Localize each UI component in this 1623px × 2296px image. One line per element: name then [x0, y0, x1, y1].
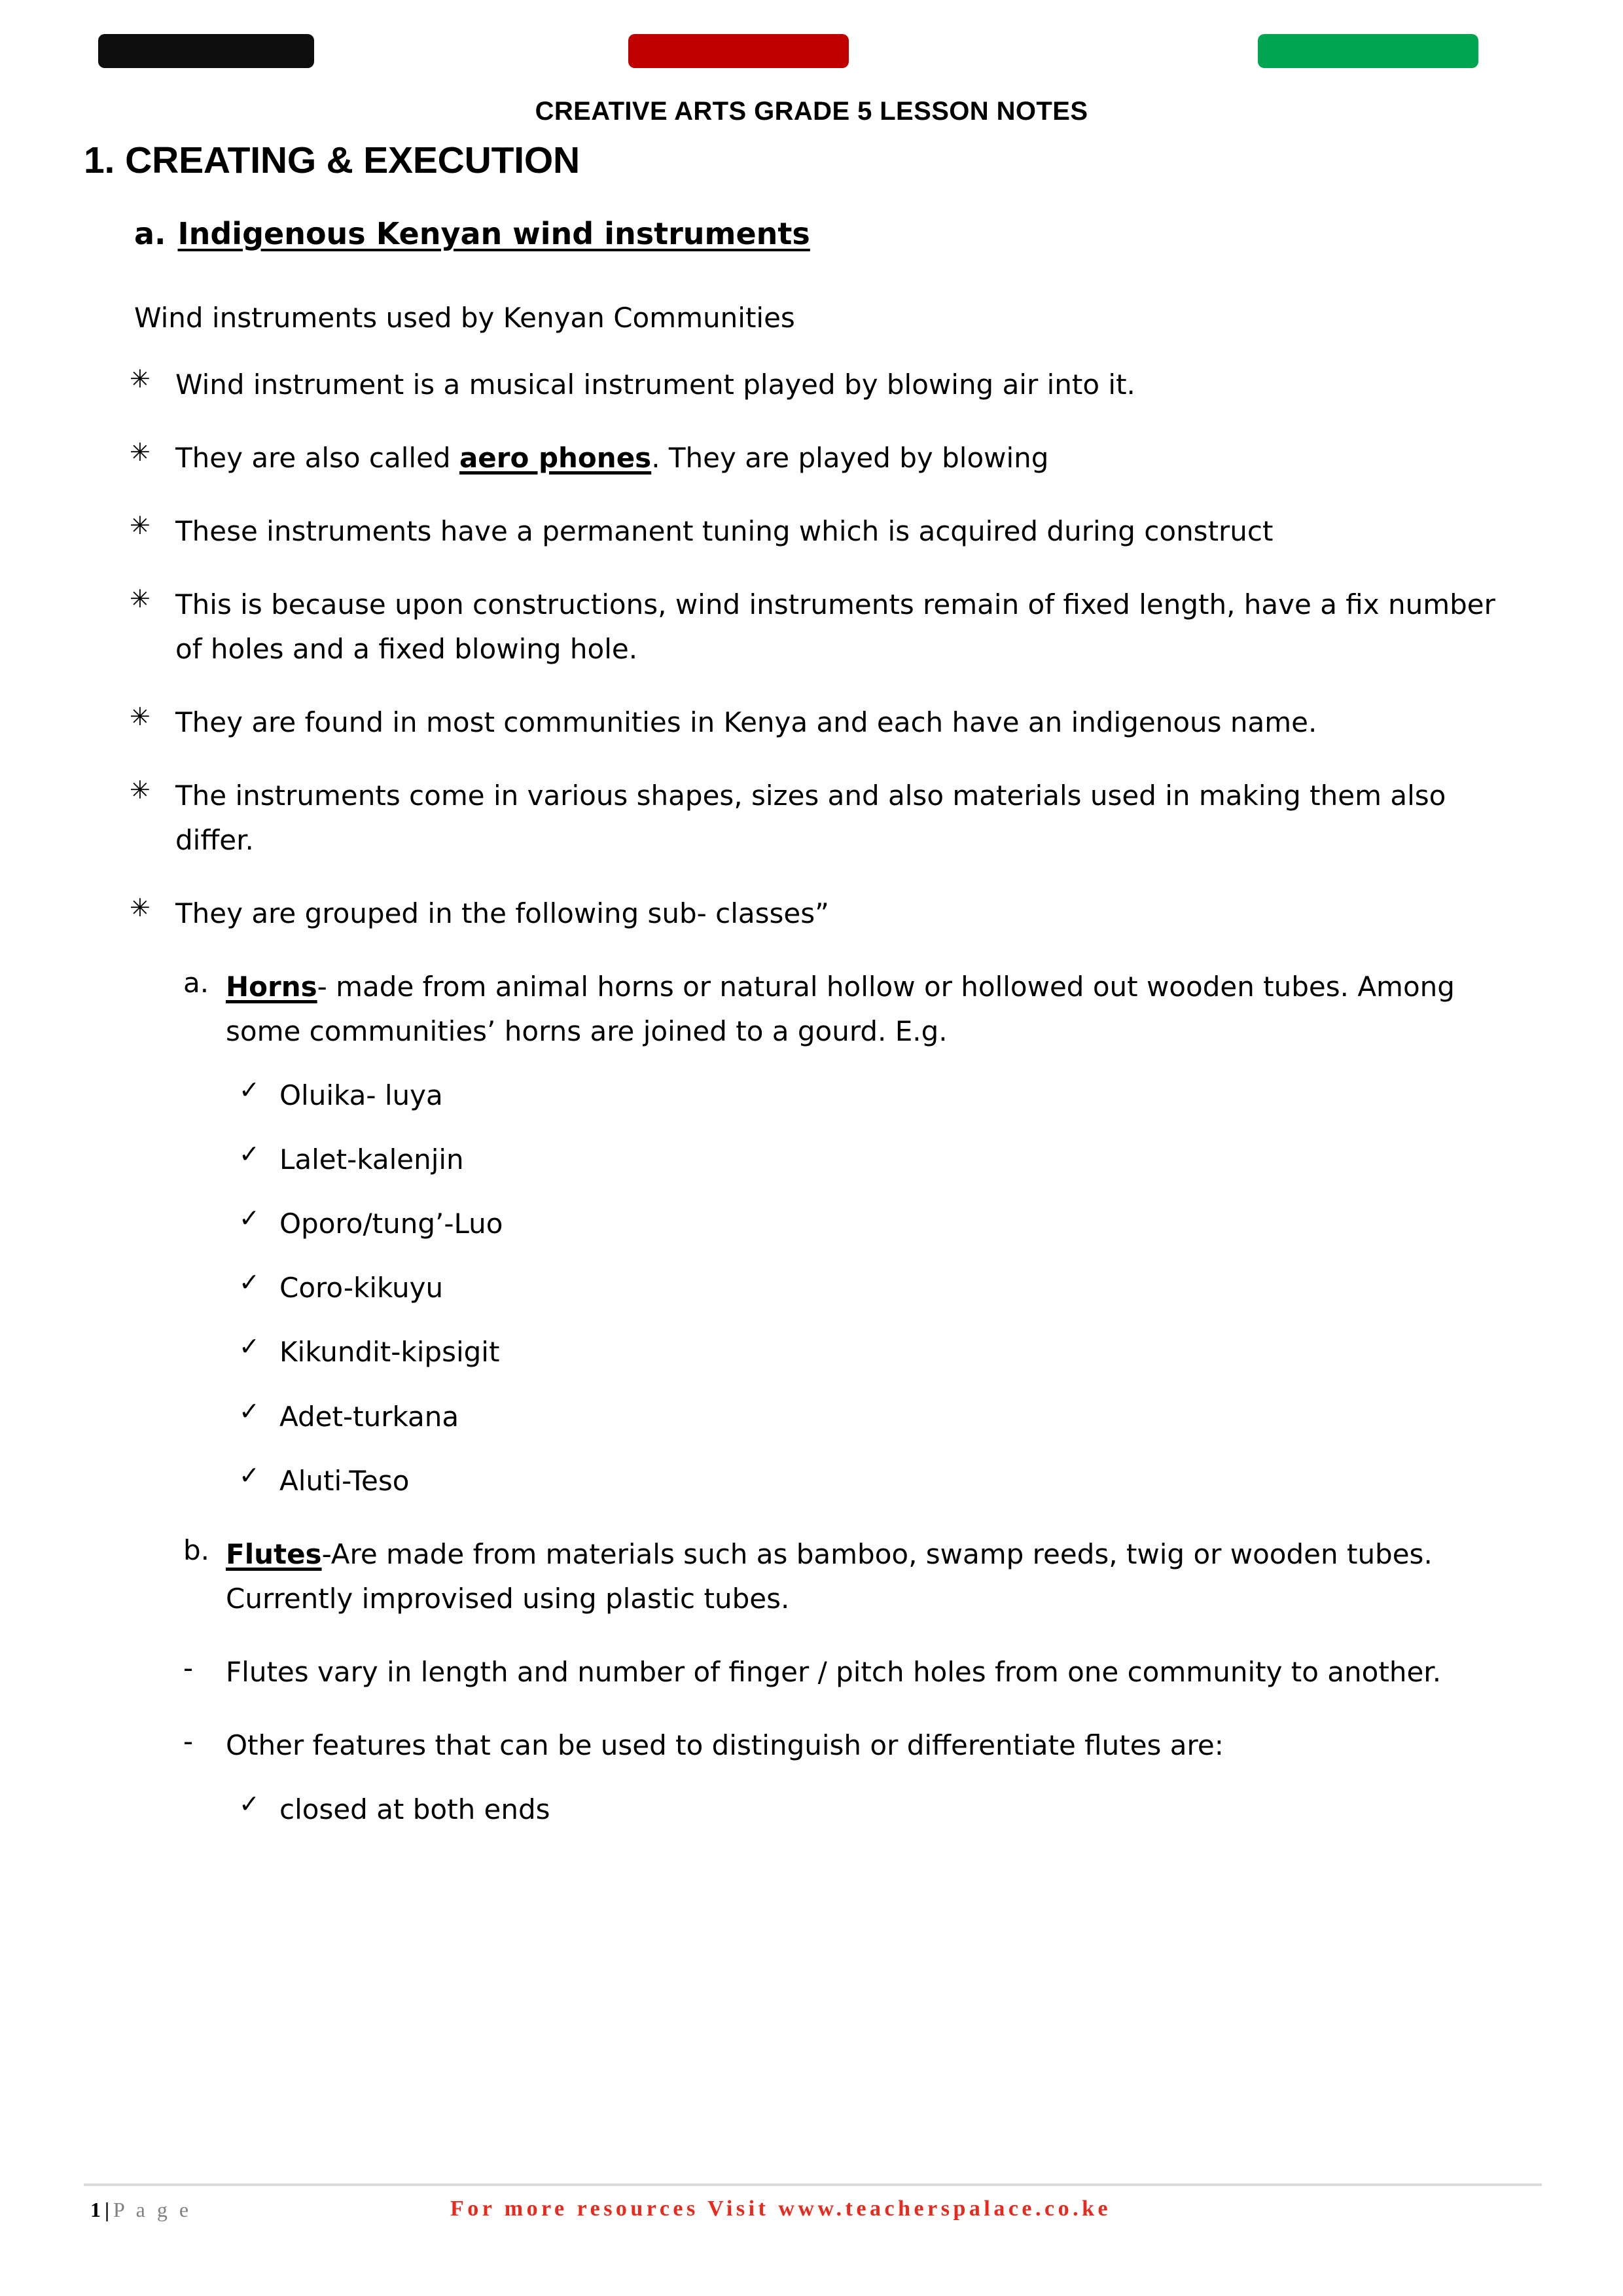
check-icon: ✓	[239, 1789, 260, 1818]
subclass-text	[226, 1532, 1472, 1621]
footer-promo-text: For more resources Visit www.teacherspalace.co.ke	[450, 2197, 1112, 2221]
section-letter: a.	[134, 216, 166, 251]
list-item-text: Oporo/tung’-Luo	[279, 1208, 503, 1240]
green-bar	[1258, 34, 1478, 68]
list-item-text: Kikundit-kipsigit	[279, 1336, 500, 1369]
list-item-text: They are grouped in the following sub- classes”	[175, 897, 829, 930]
dash-bullet-icon: -	[183, 1725, 194, 1757]
text-part-pre: They are also called	[175, 442, 459, 475]
list-item	[239, 1459, 1492, 1503]
list-item-text: Coro-kikuyu	[279, 1272, 444, 1304]
list-item-text	[175, 436, 1512, 480]
asterisk-bullet-icon: ✳	[130, 776, 151, 805]
asterisk-bullet-icon: ✳	[130, 438, 151, 467]
red-bar	[628, 34, 849, 68]
list-item-text: The instruments come in various shapes, sizes and also materials used in making them also differ.	[175, 780, 1446, 857]
list-item	[130, 509, 1512, 554]
check-icon: ✓	[239, 1332, 260, 1361]
list-item-text: Aluti-Teso	[279, 1464, 410, 1497]
lead-paragraph: Wind instruments used by Kenyan Communities	[134, 302, 795, 334]
list-item	[239, 1138, 1492, 1182]
subclass-horns	[183, 965, 1472, 1054]
list-item	[130, 891, 1512, 936]
list-item	[183, 1723, 1492, 1768]
check-icon: ✓	[239, 1139, 260, 1169]
page-word: P a g e	[113, 2198, 192, 2221]
subclass-flutes	[183, 1532, 1472, 1621]
section-title: Indigenous Kenyan wind instruments	[177, 216, 810, 251]
asterisk-bullet-icon: ✳	[130, 584, 151, 614]
list-item	[239, 1787, 1492, 1832]
list-item-text: Flutes vary in length and number of finger / pitch holes from one community to another.	[226, 1655, 1442, 1688]
horns-example-list	[0, 1073, 1623, 1503]
page-number: 1	[90, 2198, 101, 2221]
subclass-description: - made from animal horns or natural hollow or hollowed out wooden tubes. Among some communities’ horns are joined to a gourd. E.g.	[226, 971, 1455, 1048]
list-item-text: Adet-turkana	[279, 1400, 459, 1433]
check-icon: ✓	[239, 1460, 260, 1490]
list-item-text: Lalet-kalenjin	[279, 1143, 464, 1176]
footer-divider	[84, 2183, 1542, 2186]
document-body	[0, 216, 1623, 1832]
list-item	[239, 1330, 1492, 1374]
list-item-text: closed at both ends	[279, 1793, 550, 1825]
asterisk-bullet-icon: ✳	[130, 365, 151, 393]
check-icon: ✓	[239, 1075, 260, 1105]
check-icon: ✓	[239, 1204, 260, 1233]
list-item-text: They are found in most communities in Kenya and each have an indigenous name.	[175, 706, 1317, 739]
page-separator: |	[105, 2198, 110, 2221]
list-item-text: Oluika- luya	[279, 1079, 443, 1112]
list-item-text: These instruments have a permanent tuning which is acquired during construct	[175, 515, 1274, 548]
subclass-letter: b.	[183, 1534, 210, 1566]
list-item-text: Wind instrument is a musical instrument played by blowing air into it.	[175, 368, 1135, 401]
list-item	[239, 1073, 1492, 1118]
subclass-text	[226, 965, 1472, 1054]
asterisk-bullet-icon: ✳	[130, 702, 151, 732]
emphasis-horns: Horns	[226, 971, 317, 1003]
page-footer	[84, 2194, 1542, 2246]
text-part-post: . They are played by blowing	[651, 442, 1049, 475]
check-icon: ✓	[239, 1268, 260, 1297]
asterisk-bullet-icon: ✳	[130, 511, 151, 541]
emphasis-flutes: Flutes	[226, 1537, 322, 1570]
list-item	[130, 436, 1512, 480]
list-item-text: This is because upon constructions, wind instruments remain of fixed length, have a fix number of holes and a fixed blowing hole.	[175, 588, 1495, 666]
kenya-flag-bars	[0, 0, 1623, 85]
page-title	[84, 139, 580, 182]
list-item	[239, 1266, 1492, 1310]
flutes-dash-list	[0, 1650, 1623, 1768]
subclass-description: -Are made from materials such as bamboo, swamp reeds, twig or wooden tubes. Currently improvised using plastic tubes.	[226, 1537, 1433, 1615]
document-title: CREATIVE ARTS GRADE 5 LESSON NOTES	[535, 97, 1088, 126]
asterisk-bullet-icon: ✳	[130, 893, 151, 923]
list-item	[130, 700, 1512, 745]
list-item	[130, 583, 1512, 672]
check-icon: ✓	[239, 1396, 260, 1426]
subclass-letter: a.	[183, 967, 209, 999]
dash-bullet-icon: -	[183, 1651, 194, 1684]
main-bullet-list	[0, 363, 1623, 936]
flutes-feature-list	[0, 1787, 1623, 1832]
list-item	[239, 1395, 1492, 1439]
emphasis-aero-phones: aero phones	[459, 442, 652, 475]
list-item	[130, 774, 1512, 863]
list-item	[183, 1650, 1492, 1695]
black-bar	[98, 34, 314, 68]
section-heading	[134, 216, 1623, 251]
main-heading-number: 1.	[84, 139, 115, 181]
page-number-label	[90, 2198, 192, 2222]
list-item	[130, 363, 1512, 407]
list-item-text: Other features that can be used to distinguish or differentiate flutes are:	[226, 1729, 1224, 1761]
list-item	[239, 1202, 1492, 1246]
main-heading-text: CREATING & EXECUTION	[125, 139, 580, 181]
